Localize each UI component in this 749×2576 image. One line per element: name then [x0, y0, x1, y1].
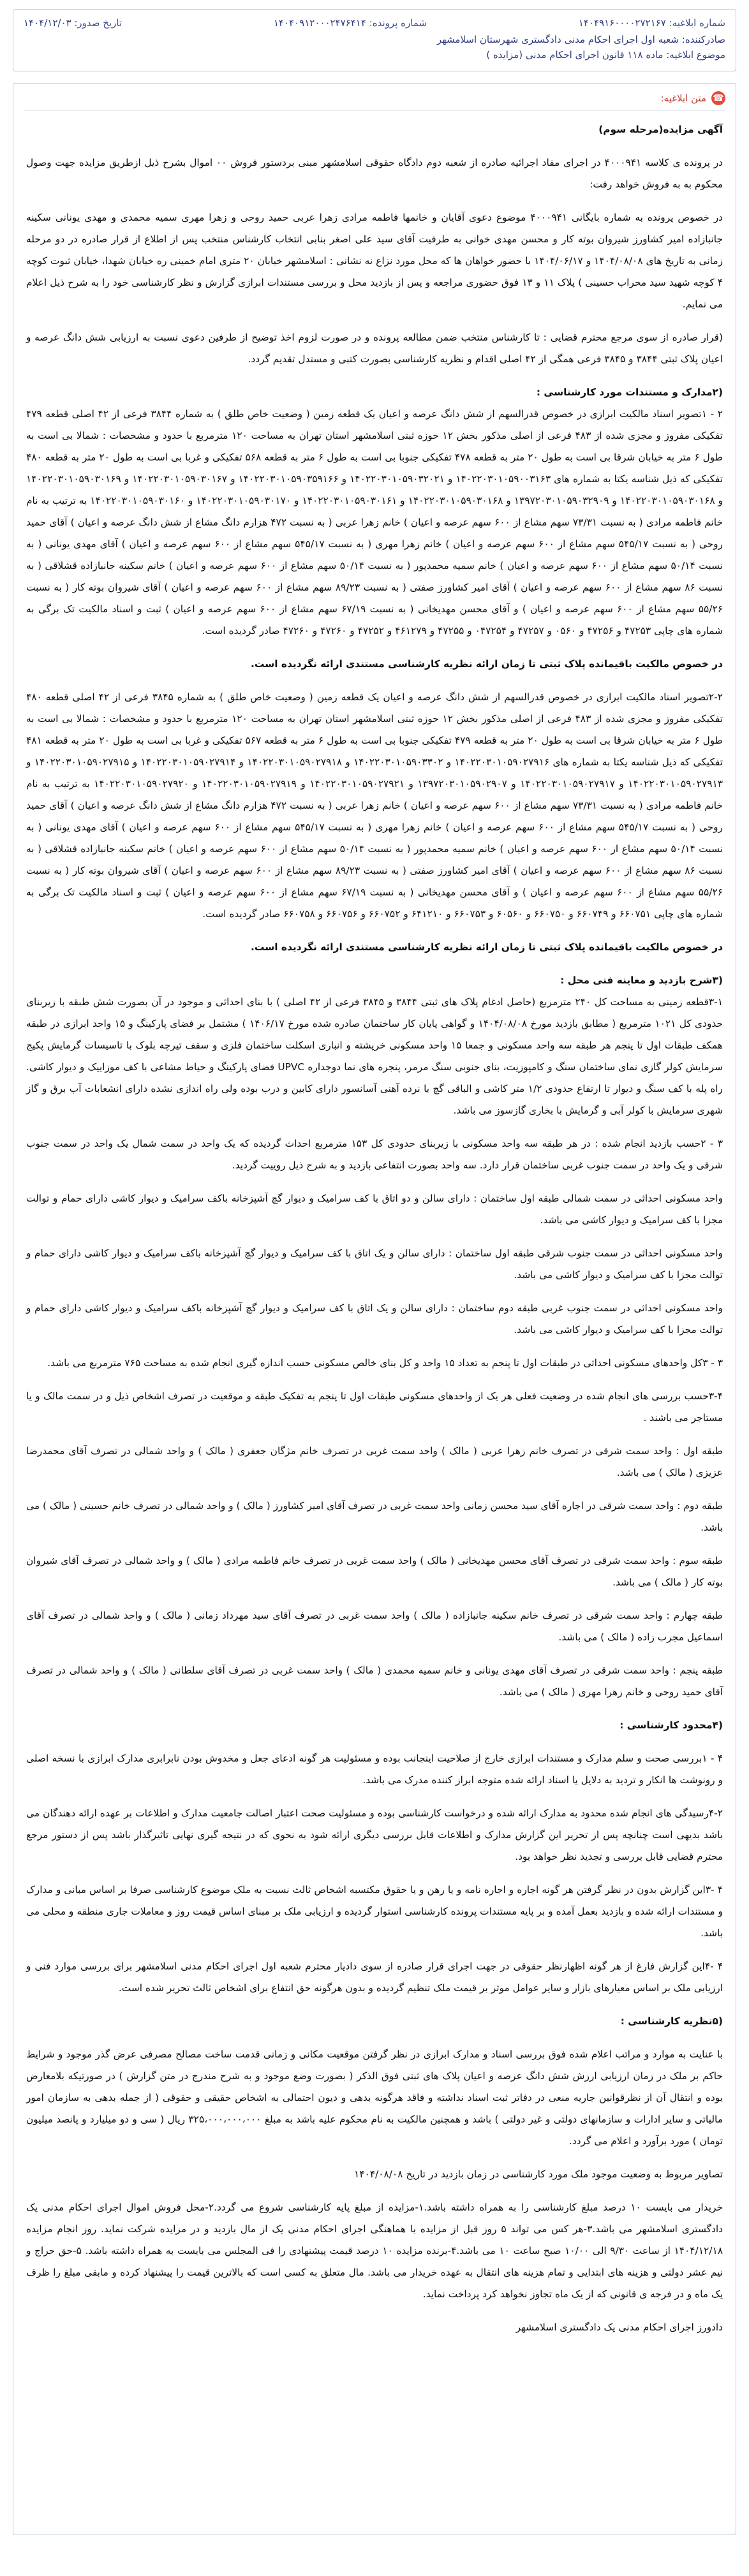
case-number [274, 17, 427, 29]
subject [24, 49, 725, 61]
paragraph-5: با عنایت به موارد و مراتب اعلام شده فوق بررسی اسناد و مدارک ابرازی در نظر گرفتن موقعیت مکانی و زمانی قدمت ساخت مصالح مصرفی عرض گذر موجود و شرایط حاکم بر ملک در زمان ارزیابی ارزش شش دانگ عرصه و اعیان پلاک های ثبتی فوق الذکر ( بصورت وضع موجود و به شرح مندرج در متن گزارش ) در صورتیکه بلامعارض بوده و انتقال آن از نظرقوانین جاریه منعی در دفاتر ثبت اسناد نداشته و فاقد هرگونه بدهی و دیون احتمالی به اشخاص حقیقی و حقوقی ( از جمله بدهی به سازمان امور مالیاتی و سایر ادارات و سازمانهای دولتی و غیر دولتی ) باشد و همچنین مالکیت به نام محکوم علیه باشد به مبلغ ۳۲۵،۰۰۰،۰۰۰،۰۰۰ ریال ( سی و دو میلیارد و پانصد میلیون تومان ) مورد برآورد و اعلام می گردد. [26, 2049, 723, 2147]
floor-3: طبقه سوم : واحد سمت شرقی در تصرف آقای محسن مهدیخانی ( مالک ) واحد سمت غربی در تصرف خانم فاطمه مرادی ( مالک ) و واحد شمالی در تصرف آقای شیروان بوته کار ( مالک ) می باشد. [26, 1555, 723, 1588]
auction-terms: خریدار می بایست ۱۰ درصد مبلغ کارشناسی را به همراه داشته باشد.۱-مزایده از مبلغ پایه کارشناسی شروع می گردد.۲-محل فروش اموال اجرای احکام مدنی یک دادگستری اسلامشهر می باشد.۳-هر کس می تواند ۵ روز قبل از مزایده با هماهنگی اجرای احکام مدنی یک از مال بازدید و در مزایده شرکت نماید. روز انجام مزایده ۱۴۰۴/۱۲/۱۸ از ساعت ۹/۳۰ الی ۱۰/۰۰ صبح ساعت ۱۰ می باشد.۴-برنده مزایده ۱۰ درصد قیمت پیشنهادی را فی المجلس می بایست به همراه داشته باشد. ۵-حق حراج و نیم عشر دولتی و هزینه های ابتدایی و تمام هزینه های انتقال به عهده خریدار می باشد. مال متعلق به کسی است که بالاترین قیمت را پیشنهاد کرده و مابقی مبلغ را ظرف یک ماه و در فرجه ی قانونی که از یک ماه تجاوز نخواهد کرد پرداخت نماید. [26, 2202, 723, 2300]
subject-label: موضوع ابلاغیه: [666, 49, 725, 61]
floor-2: طبقه دوم : واحد سمت شرقی در اجاره آقای سید محسن زمانی واحد سمت غربی در تصرف آقای امیر کشاورز ( مالک ) و واحد شمالی در تصرف خانم حسینی ( مالک ) می باشد. [26, 1500, 723, 1533]
paragraph-3-3: ۳ - ۳کل واحدهای مسکونی احداثی در طبقات اول تا پنجم به تعداد ۱۵ واحد و کل بنای خالص مسکونی حسب اندازه گیری انجام شده به مساحت ۷۶۵ مترمربع می باشد. [47, 1357, 723, 1369]
paragraph-3-4: ۳-۴حسب بررسی های انجام شده در وضعیت فعلی هر یک از واحدهای مسکونی طبقات اول تا پنجم به تفکیک طبقه و موقعیت در تصرف اشخاص ذیل و در سمت مالک و یا مستاجر می باشند . [26, 1390, 723, 1424]
section-5-heading: (۵نظریه کارشناسی : [620, 2015, 723, 2027]
paragraph-2-1-note: در خصوص مالکیت باقیمانده پلاک ثبتی تا زمان ارائه نظریه کارشناسی مستندی ارائه نگردیده است. [250, 658, 723, 670]
paragraph-4-4: ۴ -۴این گزارش فارغ از هر گونه اظهارنظر حقوقی در جهت اجرای قرار صادره از سوی دادیار محترم شعبه اول اجرای احکام مدنی اسلامشهر برای بررسی موارد فنی و ارزیابی ملک بر اساس معیارهای بازار و سایر عوامل موثر بر قیمت ملک تنظیم گردیده و بدون هرگونه حق انتفاع برای اشخاص ثالث تحریر شده است. [26, 1961, 723, 1994]
notice-number [579, 17, 725, 29]
paragraph-4-1: ۴ - ۱بررسی صحت و سلم مدارک و مستندات ابرازی خارج از صلاحیت اینجانب بوده و مسئولیت هر گونه ادعای جعل و مخدوش بودن نابرابری مدارک ابرازی با نسخه اصلی و رونوشت ها انکار و تردید به دلایل یا اسناد ارائه شده متوجه ابراز کننده مدرک می باشد. [26, 1753, 723, 1786]
issuer [24, 34, 725, 45]
paragraph-intro-3: (قرار صادره از سوی مرجع محترم قضایی : تا کارشناس منتخب ضمن مطالعه پرونده و در صورت لزوم اخذ توضیح از طرفین دعوی نسبت به ارزیابی شش دانگ عرصه و اعیان پلاک ثبتی ۳۸۴۴ و ۳۸۴۵ فرعی همگی از ۴۲ اصلی اقدام و نظریه کارشناسی بصورت کتبی و مستدل تقدیم گردد. [26, 332, 723, 365]
section-3-heading: (۳شرح بازدید و معاینه فنی محل : [560, 975, 723, 986]
notice-title: آگهی مزایده(مرحله سوم) [598, 124, 723, 135]
floor-1: طبقه اول : واحد سمت شرقی در تصرف خانم زهرا عربی ( مالک ) واحد سمت غربی در تصرف خانم مژگان جعفری ( مالک ) و واحد شمالی در تصرف آقای محمدرضا عزیزی ( مالک ) می باشد. [26, 1445, 723, 1478]
paragraph-3-1: ۳-۱قطعه زمینی به مساحت کل ۲۴۰ مترمربع (حاصل ادغام پلاک های ثبتی ۳۸۴۴ و ۳۸۴۵ فرعی از ۴۲ اصلی ) با بنای احداثی و موجود در آن بصورت شش طبقه با زیربنای حدودی کل ۱۰۲۱ مترمربع ( مطابق بازدید مورخ ۱۴۰۴/۰۸/۰۸ و گواهی پایان کار ساختمان صادره شده مورخ ۱۴۰۶/۱۷ ) مشتمل بر فضای پارکینگ و ۱۵ واحد ابرازی در طبقه همکف طبقات اول تا پنجم هر طبقه سه واحد مسکونی و جمعا ۱۵ واحد مسکونی خرپشته و انباری اسکلت ساختمان فلزی و سقف تیرچه بلوک با تاسیسات گرمایش پکیج سرمایش کولر گازی نمای ساختمان سنگ و کامپوزیت، بنای جنوبی سنگ مرمر، پنجره های نما دوجداره UPVC فضای پارکینگ و حیاط مشاعی با کف موزاییک و دیوار کاشی. راه پله با کف سنگ و دیوار تا ارتفاع حدودی ۱/۲ متر کاشی و الباقی گچ با نرده آهنی آسانسور دارای کابین و درب بوده ولی راه اندازی نشده دارای انشعابات آب برق و گاز شهری سرمایش با کولر آبی و گرمایش با بخاری گازسوز می باشد. [26, 996, 723, 1116]
paragraph-2-2: ۲-۲تصویر اسناد مالکیت ابرازی در خصوص قدرالسهم از شش دانگ عرصه و اعیان یک قطعه زمین ( وضعیت خاص طلق ) به شماره ۳۸۴۵ فرعی از ۴۲ اصلی قطعه ۴۸۰ تفکیکی مفروز و مجزی شده از ۴۸۳ فرعی از اصلی مذکور بخش ۱۲ حوزه ثبتی اسلامشهر استان تهران به مساحت ۱۲۰ مترمربع با حدود و مشخصات : شمالا بی است به طول ۶ متر به خیابان شرقا بی است به طول ۲۰ متر به قطعه ۴۷۹ تفکیکی جنوبا بی است به طول ۶ متر به قطعه ۵۶۷ تفکیکی و غربا بی است به طول ۲۰ متر به قطعه ۴۸۱ تفکیکی که ذیل شناسه یکتا به شماره های ۱۴۰۲۲۰۳۰۱۰۵۹۰۲۷۹۱۶ و ۱۴۰۲۲۰۳۰۱۰۵۹۰۳۳۰۲ و ۱۴۰۲۲۰۳۰۱۰۵۹۰۲۷۹۱۸ و ۱۴۰۲۲۰۳۰۱۰۵۹۰۲۷۹۱۴ و ۱۴۰۲۲۰۳۰۱۰۵۹۰۲۷۹۱۵ و ۱۴۰۲۲۰۳۰۱۰۵۹۰۲۷۹۱۳ و ۱۴۰۲۲۰۳۰۱۰۵۹۰۲۷۹۱۷ و ۱۳۹۷۲۰۳۰۱۰۵۹۰۲۹۰۷ و ۱۴۰۲۲۰۳۰۱۰۵۹۰۲۷۹۲۱ و ۱۴۰۲۲۰۳۰۱۰۵۹۰۲۷۹۱۹ و ۱۴۰۲۲۰۳۰۱۰۵۹۰۲۷۹۲۰ به ترتیب به نام خانم فاطمه مرادی ( به نسبت ۷۳/۳۱ سهم مشاع از ۶۰۰ سهم عرصه و اعیان ) خانم زهرا عربی ( به نسبت ۴۷۲ هزارم دانگ مشاع از شش دانگ عرصه و اعیان ) آقای حمید روحی ( به نسبت ۵۴۵/۱۷ سهم مشاع از ۶۰۰ سهم عرصه و اعیان ) خانم زهرا مهری ( به نسبت ۵۴۵/۱۷ سهم مشاع از ۶۰۰ سهم عرصه و اعیان ) آقای مهدی یونانی ( به نسبت ۵۰/۱۴ سهم مشاع از ۶۰۰ سهم عرصه و اعیان ) خانم سمیه محمدپور ( به نسبت ۵۰/۱۴ سهم مشاع از ۶۰۰ سهم عرصه و اعیان ) خانم سکینه جانبازاده قشلاقی ( به نسبت ۸۶ سهم مشاع از ۶۰۰ سهم عرصه و اعیان ) آقای امیر کشاورز صفتی ( به نسبت ۸۹/۲۳ سهم مشاع از ۶۰۰ سهم عرصه و اعیان ) آقای شیروان بوته کار ( به نسبت ۵۵/۲۶ سهم مشاع از ۶۰۰ سهم عرصه و اعیان ) و آقای محسن مهدیخانی ( به نسبت ۶۷/۱۹ سهم مشاع از ۶۰۰ سهم عرصه و اعیان ) ثبت و اسناد مالکیت تک برگی به شماره های چاپی ۶۶۰۷۵۱ و ۶۶۰۷۴۹ و ۶۶۰۷۵۰ و ۶۰۵۶۰ و ۶۶۰۷۵۳ و ۶۴۱۲۱۰ و ۶۶۰۷۵۲ و ۶۶۰۷۵۶ و ۶۶۰۷۵۸ صادر گردیده است. [26, 691, 723, 920]
section-4-heading: (۴محدود کارشناسی : [619, 1719, 723, 1731]
notice-number-value: ۱۴۰۴۹۱۶۰۰۰۰۲۷۲۱۶۷ [578, 17, 666, 29]
notice-body [13, 111, 736, 2338]
issuer-label: صادرکننده: [681, 34, 725, 45]
photo-note: تصاویر مربوط به وضعیت موجود ملک مورد کارشناسی در زمان بازدید در تاریخ ۱۴۰۴/۰۸/۰۸ [353, 2168, 723, 2180]
paragraph-4-3: ۴ -۳این گزارش بدون در نظر گرفتن هر گونه اجاره و اجاره نامه و یا رهن و یا حقوق مکتسبه اشخاص ثالث نسبت به ملک موضوع کارشناسی صرفا بر اساس مبانی و مدارک و مستندات ارائه شده و بازدید بعمل آمده و بر پایه مستندات پرونده کارشناسی استوار گردیده و ارزیابی ملک بر مبنای اساس قیمت روز و معاملات جاری منطقه و محلی می باشد. [26, 1884, 723, 1939]
subject-value: ماده ۱۱۸ قانون اجرای احکام مدنی (مزایده ) [486, 49, 664, 61]
paragraph-3-2: ۳ - ۲حسب بازدید انجام شده : در هر طبقه سه واحد مسکونی با زیربنای حدودی کل ۱۵۳ مترمربع احداث گردیده که یک واحد در سمت شمال یک واحد در سمت جنوب شرقی و یک واحد در سمت جنوب غربی ساختمان قرار دارد. سه واحد بصورت انتفاعی بازدید و به شرح ذیل روییت گردید. [26, 1138, 723, 1171]
case-number-label: شماره پرونده: [369, 17, 427, 29]
paragraph-2-2-note: در خصوص مالکیت باقیمانده پلاک ثبتی تا زمان ارائه نظریه کارشناسی مستندی ارائه نگردیده است. [250, 941, 723, 953]
issuer-value: شعبه اول اجرای احکام مدنی دادگستری شهرستان اسلامشهر [436, 34, 679, 45]
paragraph-3-2-b: واحد مسکونی احداثی در سمت جنوب شرقی طبقه اول ساختمان : دارای سالن و یک اتاق با کف سرامیک و دیوار گچ آشپزخانه باکف سرامیک و دیوار کاشی دارای حمام و توالت مجزا با کف سرامیک و دیوار کاشی می باشد. [26, 1248, 723, 1281]
notice-content [13, 83, 736, 2535]
issue-date [24, 17, 122, 29]
notice-meta [13, 9, 736, 71]
paragraph-intro-1: در پرونده ی کلاسه ۴۰۰۰۹۴۱ در اجرای مفاد اجرائیه صادره از شعبه دوم دادگاه حقوقی اسلامشهر مبنی بردستور فروش ۰۰ اموال بشرح ذیل ازطریق مزایده جهت وصول محکوم به به فروش خواهد رفت: [26, 157, 723, 190]
floor-5: طبقه پنجم : واحد سمت شرقی در تصرف آقای مهدی یونانی و خانم سمیه محمدی ( مالک ) واحد سمت غربی در تصرف آقای سلطانی ( مالک ) و واحد شمالی در تصرف آقای حمید روحی و خانم زهرا مهری ( مالک ) می باشد. [26, 1665, 723, 1698]
paragraph-intro-2: در خصوص پرونده به شماره بایگانی ۴۰۰۰۹۴۱ موضوع دعوی آقایان و خانمها فاطمه مرادی زهرا عربی حمید روحی و زهرا مهری سمیه محمدی و مهدی یونانی سکینه جانبازاده امیر کشاورز شیروان بوته کار و محسن مهدی خوانی به طرفیت آقای سید علی اصغر بنابی انتخاب کارشناس منتخب پس از اطلاع از قرار صادره در دو مرحله زمانی به تاریخ های ۱۴۰۴/۰۸/۰۸ و ۱۴۰۴/۰۶/۱۷ با حضور خواهان ها که محل مورد نزاع نه نشانی : اسلامشهر خیابان ۲۰ متری امام خمینی ره خیابان شهدا، خیابان ثبوت کوچه ۴ کوچه شهید سید محراب حسینی ) پلاک ۱۱ و ۱۳ فوق حضوری مراجعه و پس از بازدید محل و بررسی مستندات ابرازی گزارش و نظر کارشناسی خود را به شرح ذیل اعلام می نمایم. [26, 212, 723, 310]
paragraph-3-2-a: واحد مسکونی احداثی در سمت شمالی طبقه اول ساختمان : دارای سالن و دو اتاق با کف سرامیک و دیوار گچ آشپزخانه باکف سرامیک و دیوار کاشی دارای حمام و توالت مجزا با کف سرامیک و دیوار کاشی می باشد. [26, 1193, 723, 1226]
notice-number-label: شماره ابلاغیه: [669, 17, 725, 29]
megaphone-icon: ☎ [711, 91, 725, 105]
content-header-label: متن ابلاغیه: [660, 92, 706, 104]
issue-date-label: تاریخ صدور: [74, 17, 122, 29]
section-2-heading: (۲مدارک و مستندات مورد کارشناسی : [536, 386, 723, 398]
content-header [13, 84, 736, 105]
meta-row [24, 17, 725, 29]
paragraph-4-2: ۴-۲رسیدگی های انجام شده محدود به مدارک ارائه شده و درخواست کارشناسی بوده و مسئولیت صحت اعتبار اصالت جامعیت مدارک و اطلاعات بر عهده ارائه دهندگان می باشد بدیهی است چنانچه پس از تحریر این گزارش مدارک و اطلاعات قابل بررسی دیگری ارائه شود به نحوی که در نتیجه گیری نهایی تاثیرگذار باشد پس از دستور مرجع محترم قضایی قابل بررسی و تجدید نظر خواهد بود. [26, 1807, 723, 1862]
issue-date-value: ۱۴۰۴/۱۲/۰۳ [24, 17, 71, 29]
floor-4: طبقه چهارم : واحد سمت شرقی در تصرف خانم سکینه جانبازاده ( مالک ) واحد سمت غربی در تصرف آقای سید مهرداد زمانی ( مالک ) و واحد شمالی در تصرف آقای اسماعیل مجرب زاده ( مالک ) می باشد. [26, 1610, 723, 1643]
paragraph-3-2-c: واحد مسکونی احداثی در سمت جنوب غربی طبقه دوم ساختمان : دارای سالن و یک اتاق با کف سرامیک و دیوار گچ آشپزخانه باکف سرامیک و دیوار کاشی دارای حمام و توالت مجزا با کف سرامیک و دیوار کاشی می باشد. [26, 1302, 723, 1336]
case-number-value: ۱۴۰۴۰۹۱۲۰۰۰۲۴۷۶۴۱۴ [273, 17, 366, 29]
paragraph-2-1: ۲ - ۱تصویر اسناد مالکیت ابرازی در خصوص قدرالسهم از شش دانگ عرصه و اعیان یک قطعه زمین ( وضعیت خاص طلق ) به شماره ۳۸۴۴ فرعی از ۴۲ اصلی قطعه ۴۷۹ تفکیکی مفروز و مجزی شده از ۴۸۳ فرعی از اصلی مذکور بخش ۱۲ حوزه ثبتی اسلامشهر استان تهران به مساحت ۱۲۰ مترمربع با حدود و مشخصات : شمالا بی است به طول ۶ متر به خیابان شرقا بی است به طول ۲۰ متر به قطعه ۴۷۸ تفکیکی جنوبا بی است به طول ۶ متر به قطعه ۵۶۸ تفکیکی و غربا بی است به طول ۲۰ متر به قطعه ۴۸۰ تفکیکی که ذیل شناسه یکتا به شماره های ۱۴۰۲۲۰۳۰۱۰۵۹۰۰۳۱۶۳ و ۱۴۰۲۲۰۳۰۱۰۵۹۰۳۲۰۲۱ و ۱۴۰۲۲۰۳۰۱۰۵۹۰۳۵۹۱۶۶ و ۱۴۰۲۲۰۳۰۱۰۵۹۰۳۰۱۶۷ و ۱۴۰۲۲۰۳۰۱۰۵۹۰۳۰۱۶۹ و ۱۴۰۲۲۰۳۰۱۰۵۹۰۳۰۱۶۸ و ۱۳۹۷۲۰۳۰۱۰۵۹۰۳۲۹۰۹ و ۱۴۰۲۲۰۳۰۱۰۵۹۰۳۰۱۶۸ و ۱۴۰۲۲۰۳۰۱۰۵۹۰۳۰۱۶۱ و ۱۴۰۲۲۰۳۰۱۰۵۹۰۳۰۱۷۰ و ۱۴۰۲۲۰۳۰۱۰۵۹۰۳۰۱۶۰ به ترتیب به نام خانم فاطمه مرادی ( به نسبت ۷۳/۳۱ سهم مشاع از ۶۰۰ سهم عرصه و اعیان ) خانم زهرا عربی ( به نسبت ۴۷۲ هزارم دانگ مشاع از شش دانگ عرصه و اعیان ) آقای حمید روحی ( به نسبت ۵۴۵/۱۷ سهم مشاع از ۶۰۰ سهم عرصه و اعیان ) خانم زهرا مهری ( به نسبت ۵۴۵/۱۷ سهم مشاع از ۶۰۰ سهم عرصه و اعیان ) آقای مهدی یونانی ( به نسبت ۵۰/۱۴ سهم مشاع از ۶۰۰ سهم عرصه و اعیان ) خانم سمیه محمدپور ( به نسبت ۵۰/۱۴ سهم مشاع از ۶۰۰ سهم عرصه و اعیان ) خانم سکینه جانبازاده قشلاقی ( به نسبت ۸۶ سهم مشاع از ۶۰۰ سهم عرصه و اعیان ) آقای امیر کشاورز صفتی ( به نسبت ۸۹/۲۳ سهم مشاع از ۶۰۰ سهم عرصه و اعیان ) آقای شیروان بوته کار ( به نسبت ۵۵/۲۶ سهم مشاع از ۶۰۰ سهم عرصه و اعیان ) و آقای محسن مهدیخانی ( به نسبت ۶۷/۱۹ سهم مشاع از ۶۰۰ سهم عرصه و اعیان ) ثبت و اسناد مالکیت تک برگی به شماره های چاپی ۴۷۲۵۳ و ۴۷۲۵۶ و ۰۵۶۰ و ۴۷۲۵۷ و ۰۴۷۲۵۴ و ۴۷۲۵۵ و ۴۶۱۲۷۹ و ۴۷۲۵۲ و ۴۷۲۶۰ و ۴۷۲۶۰ صادر گردیده است. [26, 408, 723, 637]
signature: دادورز اجرای احکام مدنی یک دادگستری اسلامشهر [515, 2322, 723, 2333]
